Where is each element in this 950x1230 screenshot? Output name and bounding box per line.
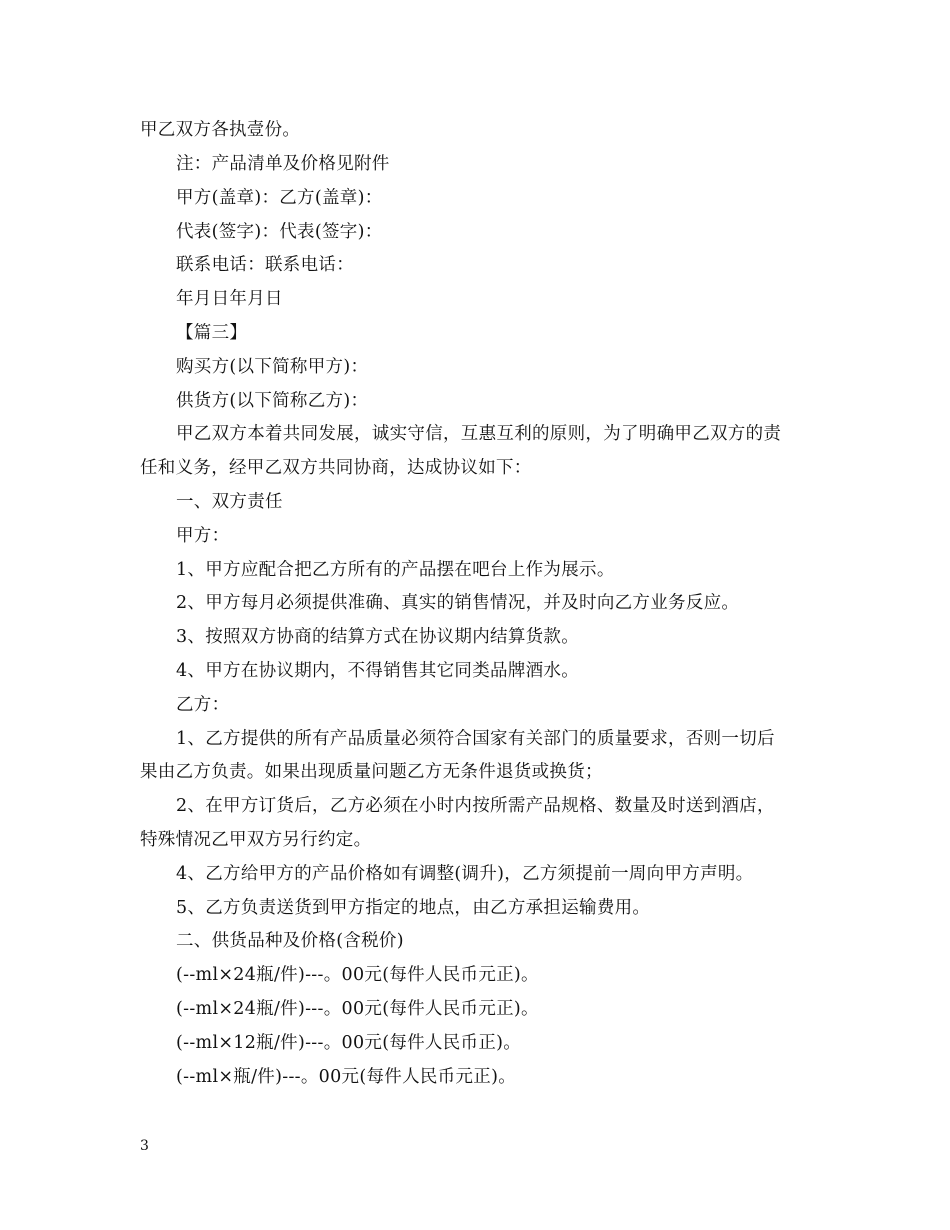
paragraph-line: 1、甲方应配合把乙方所有的产品摆在吧台上作为展示。 bbox=[176, 560, 615, 580]
paragraph-line: 注：产品清单及价格见附件 bbox=[176, 154, 390, 174]
paragraph-line: 代表(签字)：代表(签字)： bbox=[176, 222, 383, 242]
paragraph-line: 供货方(以下简称乙方)： bbox=[176, 391, 369, 411]
price-line: (--ml×瓶/件)---。00元(每件人民币元正)。 bbox=[176, 1067, 516, 1087]
paragraph-line: 2、在甲方订货后，乙方必须在小时内按所需产品规格、数量及时送到酒店， bbox=[176, 796, 775, 816]
paragraph-line: 甲方(盖章)：乙方(盖章)： bbox=[176, 188, 383, 208]
price-line: (--ml×24瓶/件)---。00元(每件人民币元正)。 bbox=[176, 999, 539, 1019]
page-number: 3 bbox=[140, 1138, 149, 1154]
paragraph-line: 5、乙方负责送货到甲方指定的地点，由乙方承担运输费用。 bbox=[176, 898, 651, 918]
paragraph-line: 4、甲方在协议期内，不得销售其它同类品牌酒水。 bbox=[176, 661, 580, 681]
paragraph-line: 1、乙方提供的所有产品质量必须符合国家有关部门的质量要求，否则一切后 bbox=[176, 729, 775, 749]
paragraph-line: 2、甲方每月必须提供准确、真实的销售情况，并及时向乙方业务反应。 bbox=[176, 593, 740, 613]
paragraph-line: 甲乙双方各执壹份。 bbox=[140, 120, 301, 140]
section-heading: 【篇三】 bbox=[176, 323, 248, 343]
paragraph-line: 特殊情况乙甲双方另行约定。 bbox=[140, 830, 372, 850]
price-line: (--ml×24瓶/件)---。00元(每件人民币元正)。 bbox=[176, 965, 539, 985]
price-line: (--ml×12瓶/件)---。00元(每件人民币正)。 bbox=[176, 1033, 522, 1053]
paragraph-line: 年月日年月日 bbox=[176, 289, 283, 309]
paragraph-line: 甲方： bbox=[176, 526, 230, 546]
paragraph-line: 果由乙方负责。如果出现质量问题乙方无条件退货或换货； bbox=[140, 762, 603, 782]
paragraph-line: 一、双方责任 bbox=[176, 492, 283, 512]
paragraph-line: 甲乙双方本着共同发展，诚实守信，互惠互利的原则，为了明确甲乙双方的责 bbox=[176, 424, 782, 444]
paragraph-line: 购买方(以下简称甲方)： bbox=[176, 357, 369, 377]
paragraph-line: 二、供货品种及价格(含税价) bbox=[176, 931, 404, 951]
paragraph-line: 联系电话：联系电话： bbox=[176, 255, 354, 275]
paragraph-line: 4、乙方给甲方的产品价格如有调整(调升)，乙方须提前一周向甲方声明。 bbox=[176, 864, 754, 884]
paragraph-line: 乙方： bbox=[176, 695, 230, 715]
paragraph-line: 3、按照双方协商的结算方式在协议期内结算货款。 bbox=[176, 627, 580, 647]
paragraph-line: 任和义务，经甲乙双方共同协商，达成协议如下： bbox=[140, 458, 532, 478]
